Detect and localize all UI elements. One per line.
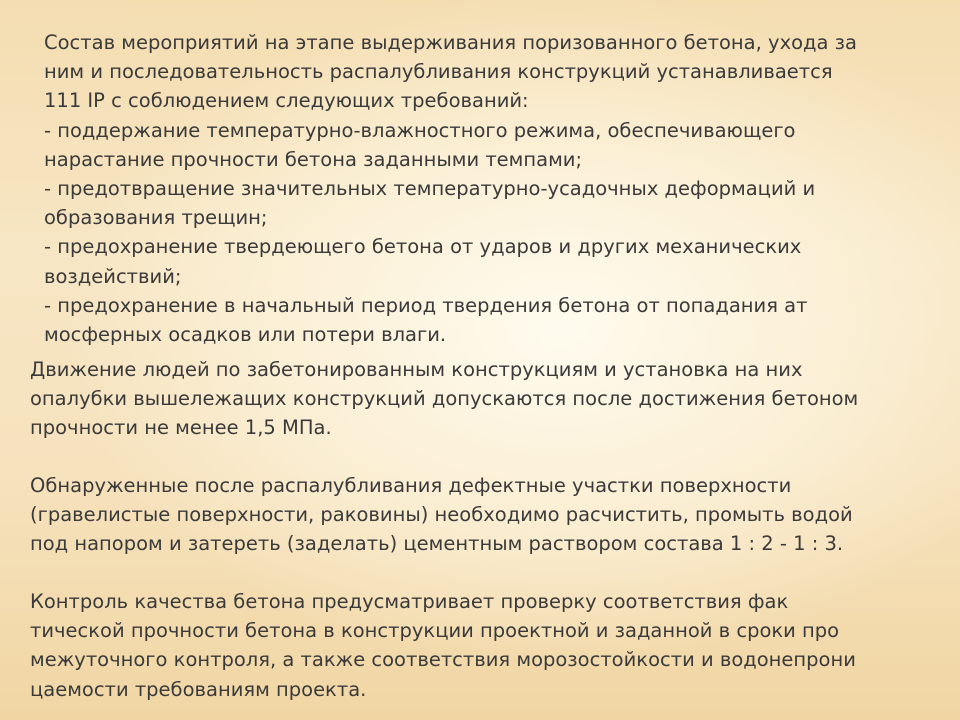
text-line: воздействий; — [44, 264, 182, 288]
text-line: мосферных осадков или потери влаги. — [44, 323, 447, 347]
text-line: Обнаруженные после распалубливания дефектные участки поверхности — [30, 474, 792, 497]
text-line: прочности не менее 1,5 МПа. — [30, 416, 332, 440]
text-line: ним и последовательность распалубливания конструкций устанавливается — [44, 60, 833, 84]
text-line: (гравелистые поверхности, раковины) необходимо расчистить, промыть водой — [30, 503, 853, 527]
paragraph-quality-control — [30, 587, 856, 704]
text-line: Движение людей по забетонированным конструкциям и установка на них — [30, 358, 803, 381]
text-line: Контроль качества бетона предусматривает проверку соответствия фак — [30, 590, 789, 613]
paragraph-movement-on-structures — [30, 355, 858, 443]
text-line: - предохранение в начальный период твердения бетона от попадания ат — [44, 293, 808, 317]
text-line: - предохранение твердеющего бетона от ударов и других механических — [44, 235, 802, 259]
paragraph-curing-requirements — [44, 28, 857, 349]
paragraph-defect-repair — [30, 471, 853, 559]
text-line: опалубки вышележащих конструкций допускаются после достижения бетоном — [30, 387, 859, 411]
text-line: тической прочности бетона в конструкции проектной и заданной в сроки про — [30, 619, 840, 643]
text-line: 111 IP с соблюдением следующих требований: — [44, 89, 529, 113]
text-line: нарастание прочности бетона заданными темпами; — [44, 147, 583, 171]
text-line: под напором и затереть (заделать) цементным раствором состава 1 : 2 - 1 : 3. — [30, 532, 844, 556]
text-line: Состав мероприятий на этапе выдерживания поризованного бетона, ухода за — [44, 31, 857, 54]
text-line: образования трещин; — [44, 206, 268, 230]
text-line: цаемости требованиям проекта. — [30, 677, 367, 701]
text-line: - поддержание температурно-влажностного режима, обеспечивающего — [44, 118, 796, 142]
text-line: - предотвращение значительных температурно-усадочных деформаций и — [44, 177, 816, 201]
text-line: межуточного контроля, а также соответствия морозостойкости и водонепрони — [30, 648, 856, 672]
